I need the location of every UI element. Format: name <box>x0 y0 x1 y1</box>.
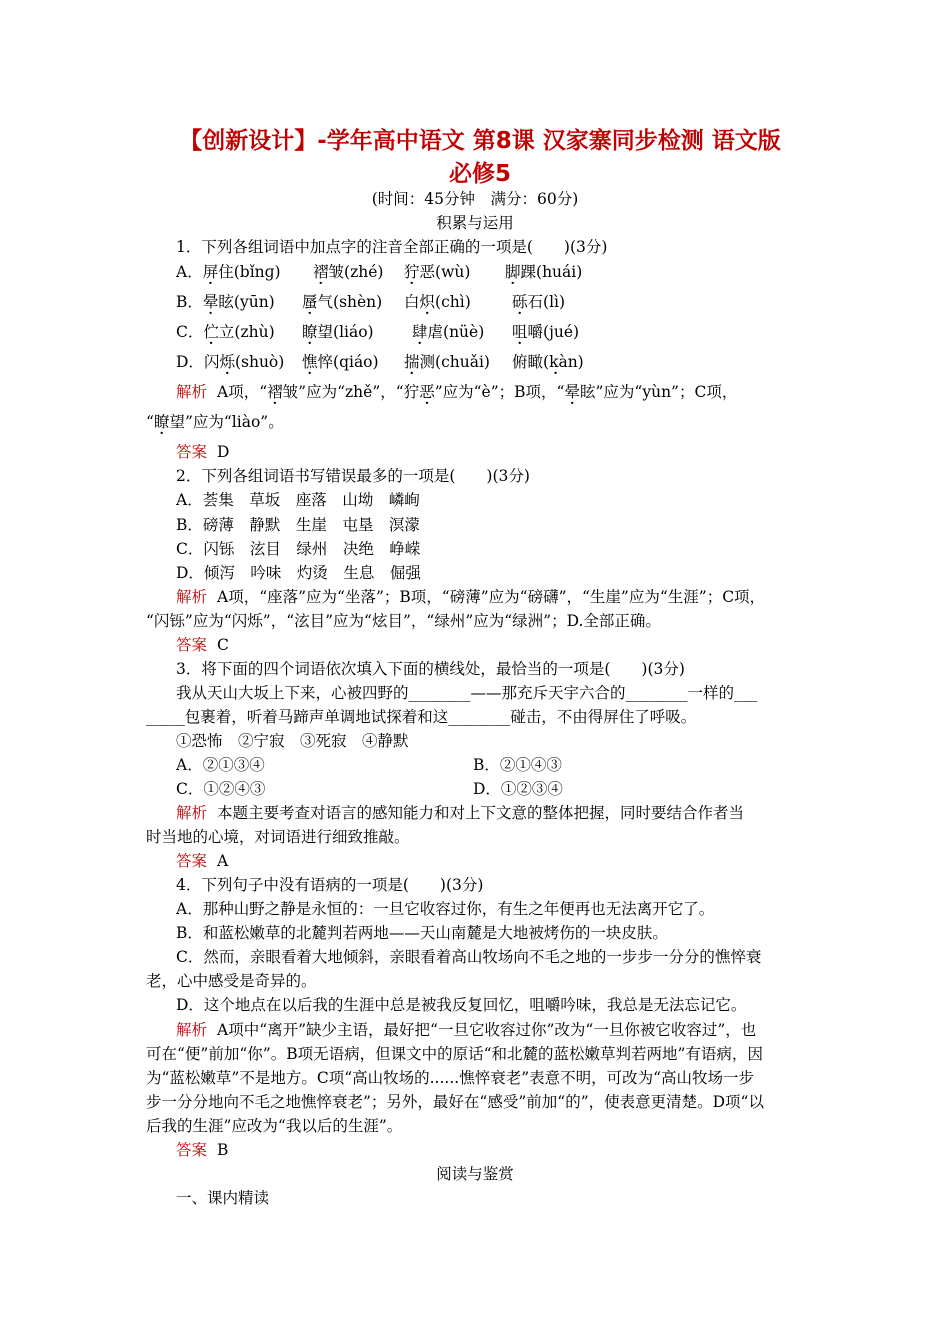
section-heading-reading: 阅读与鉴赏 <box>436 1165 514 1183</box>
question-4-option-d: D．这个地点在以后我的生涯中总是被我反复回忆，咀嚼吟味，我总是无法忘记它。 <box>176 996 747 1014</box>
dotted-char: 狞 <box>404 263 420 281</box>
word-rest: 嚼(jué) <box>527 323 580 341</box>
dotted-char: 炽 <box>419 293 436 311</box>
dotted-char: 恶 <box>419 383 435 401</box>
question-1-option-d <box>176 352 284 372</box>
question-2-stem: 2．下列各组词语书写错误最多的一项是( )(3分) <box>176 467 530 485</box>
option-letter: D． <box>176 353 204 371</box>
answer-value: C <box>217 636 229 654</box>
question-3-answer <box>176 851 228 871</box>
question-3-option-a: A．②①③④ <box>176 756 265 774</box>
dotted-char: 晕 <box>202 293 219 311</box>
word-rest: 恶(wù) <box>419 263 471 281</box>
question-4-option-b: B．和蓝松嫩草的北麓判若两地——天山南麓是大地被烤伤的一块皮肤。 <box>176 924 668 942</box>
analysis-text: 本题主要考查对语言的感知能力和对上下文意的整体把握，同时要结合作者当 <box>217 804 745 822</box>
question-4-answer <box>176 1140 228 1160</box>
word-rest: (chì) <box>435 293 471 311</box>
question-3-option-d: D．①②③④ <box>473 780 563 798</box>
analysis-text: A项中“离开”缺少主语，最好把“一旦它收容过你”改为“一旦你被它收容过”，也 <box>217 1021 757 1039</box>
question-4-option-c-line1: C．然而，亲眼看着大地倾斜，亲眼看着高山牧场向不毛之地的一步步一分分的憔悴衰 <box>176 948 762 966</box>
answer-value: A <box>217 852 229 870</box>
dotted-char: 瞭 <box>153 413 170 431</box>
option-letter: A． <box>176 263 203 281</box>
question-1-option-d-word4 <box>512 352 584 372</box>
dotted-char: 烁 <box>219 353 235 371</box>
question-4-analysis-line4: 步一分分地向不毛之地憔悴衰老”；另外，最好在“感受”前加“的”，使表意更清楚。D项“以 <box>146 1093 764 1111</box>
question-2-option-c: C．闪铄 泫目 绿州 决绝 峥嵘 <box>176 540 421 558</box>
word-rest: 悴(qiáo) <box>317 353 379 371</box>
dotted-char: 憔 <box>302 353 318 371</box>
dotted-char: 晕 <box>564 383 580 401</box>
dotted-char: 瞰(kàn) · <box>528 353 584 371</box>
question-1-option-a-word2 <box>313 262 383 282</box>
analysis-label: 解析 <box>176 1021 208 1039</box>
analysis-text: A项，“ <box>217 383 268 401</box>
question-1-stem: 1．下列各组词语中加点字的注音全部正确的一项是( )(3分) <box>176 238 608 256</box>
question-1-analysis-line1 <box>176 382 737 402</box>
option-letter: B． <box>176 293 203 311</box>
question-2-analysis-line2: “闪铄”应为“闪烁”，“泫目”应为“炫目”，“绿州”应为“绿洲”；D.全部正确。 <box>146 612 661 630</box>
question-1-option-b-word4 <box>512 292 565 312</box>
dotted-char: 揣 <box>404 353 420 371</box>
document-title-line2: 必修5 <box>448 161 511 187</box>
option-letter: C． <box>176 323 204 341</box>
dotted-char: 屏 <box>202 263 219 281</box>
question-1-option-b-word2 <box>302 292 382 312</box>
answer-label: 答案 <box>176 1141 208 1159</box>
analysis-label: 解析 <box>176 383 208 401</box>
dotted-char: 肆 <box>412 323 428 341</box>
question-3-passage-line2: _____包裹着，听着马蹄声单调地试探着和这________碰击，不由得屏住了呼吸。 <box>146 708 697 726</box>
word-rest: 测(chuǎi) <box>419 353 490 371</box>
question-2-answer <box>176 635 229 655</box>
word-rest: 虐(nüè) <box>427 323 485 341</box>
question-1-option-c <box>176 322 275 342</box>
question-1-option-d-word2 <box>302 352 379 372</box>
question-2-analysis-line1 <box>176 587 765 607</box>
analysis-label: 解析 <box>176 588 208 606</box>
dotted-char: 蜃 <box>302 293 318 311</box>
analysis-text: 眩”应为“yùn”；C项， <box>579 383 738 401</box>
question-4-option-c-line2: 老，心中感受是奇异的。 <box>146 972 317 990</box>
analysis-text: 皱”应为“zhě”，“狞 <box>282 383 420 401</box>
dotted-char: 褶 <box>267 383 283 401</box>
dotted-char: 瞭 <box>302 323 318 341</box>
question-4-analysis-line3: 为“蓝松嫩草”不是地方。C项“高山牧场的......憔悴衰老”表意不明，可改为“高山牧场一步 <box>146 1069 755 1087</box>
document-title-line1: 【创新设计】-学年高中语文 第8课 汉家寨同步检测 语文版 <box>179 128 781 154</box>
question-1-option-b <box>176 292 275 312</box>
question-3-analysis-line2: 时当地的心境，对词语进行细致推敲。 <box>146 828 410 846</box>
word-start: 闪 <box>203 353 220 371</box>
question-4-option-a: A．那种山野之静是永恒的：一旦它收容过你，有生之年便再也无法离开它了。 <box>176 900 715 918</box>
word-rest: 皱(zhé) <box>328 263 384 281</box>
question-1-option-c-word2 <box>302 322 374 342</box>
word-rest: 住(bǐnɡ) <box>218 263 281 281</box>
question-1-answer <box>176 442 229 462</box>
answer-value: B <box>217 1141 229 1159</box>
question-2-option-a: A．荟集 草坂 座落 山坳 嶙峋 <box>176 491 420 509</box>
answer-value: D <box>217 443 230 461</box>
question-3-word-options: ①恐怖 ②宁寂 ③死寂 ④静默 <box>176 732 409 750</box>
question-1-option-a-word4 <box>505 262 582 282</box>
question-3-option-c: C．①②④③ <box>176 780 266 798</box>
question-4-stem: 4．下列句子中没有语病的一项是( )(3分) <box>176 876 484 894</box>
question-1-option-a-word3 <box>404 262 470 282</box>
question-1-option-d-word3 <box>404 352 490 372</box>
word-rest: 立(zhù) <box>218 323 275 341</box>
question-3-stem: 3．将下面的四个词语依次填入下面的横线处，最恰当的一项是( )(3分) <box>176 660 685 678</box>
analysis-text: 望”应为“liào”。 <box>169 413 284 431</box>
analysis-text: ”应为“è”；B项，“ <box>434 383 565 401</box>
section-heading-accumulation: 积累与运用 <box>436 214 514 232</box>
question-2-option-d: D．倾泻 吟味 灼烫 生息 倔强 <box>176 564 421 582</box>
analysis-label: 解析 <box>176 804 208 822</box>
question-3-passage-line1: 我从天山大坂上下来，心被四野的________——那充斥天宇六合的________一样的___ <box>176 684 758 702</box>
word-rest: (shuò) <box>234 353 285 371</box>
question-3-option-b: B．②①④③ <box>473 756 562 774</box>
question-4-analysis-line5: 后我的生涯”应改为“我以后的生涯”。 <box>146 1117 403 1135</box>
dotted-char: 咀 <box>512 323 528 341</box>
subsection-heading: 一、课内精读 <box>176 1189 270 1207</box>
question-1-analysis-line2 <box>146 412 284 432</box>
question-1-option-c-word3 <box>412 322 484 342</box>
word-start: 白 <box>404 293 420 311</box>
word-rest: 眩(yūn) <box>218 293 275 311</box>
question-2-option-b: B．磅薄 静默 生崖 屯垦 溟濛 <box>176 516 420 534</box>
word-rest: 踝(huái) <box>520 263 583 281</box>
question-1-option-a <box>176 262 281 282</box>
dotted-char: 脚 <box>505 263 521 281</box>
question-3-analysis-line1 <box>176 803 744 823</box>
word-rest: 气(shèn) <box>317 293 383 311</box>
answer-label: 答案 <box>176 636 208 654</box>
word-start: 俯 <box>512 353 528 371</box>
dotted-char: 伫 <box>203 323 219 341</box>
dotted-char: 砾 <box>512 293 528 311</box>
question-1-option-c-word4 <box>512 322 579 342</box>
analysis-text: A项，“座落”应为“坐落”；B项，“磅薄”应为“磅礴”，“生崖”应为“生涯”；C项， <box>217 588 766 606</box>
question-4-analysis-line1 <box>176 1020 756 1040</box>
question-4-analysis-line2: 可在“便”前加“你”。B项无语病，但课文中的原话“和北麓的蓝松嫩草判若两地”有语病，因 <box>146 1045 763 1063</box>
word-rest: 望(liáo) <box>317 323 374 341</box>
time-score-info: (时间：45分钟 满分：60分) <box>371 190 579 208</box>
dotted-char: 褶 <box>313 263 329 281</box>
answer-label: 答案 <box>176 443 208 461</box>
answer-label: 答案 <box>176 852 208 870</box>
question-1-option-b-word3 <box>404 292 471 312</box>
analysis-text: “ <box>146 413 154 431</box>
word-rest: 石(lì) <box>527 293 566 311</box>
